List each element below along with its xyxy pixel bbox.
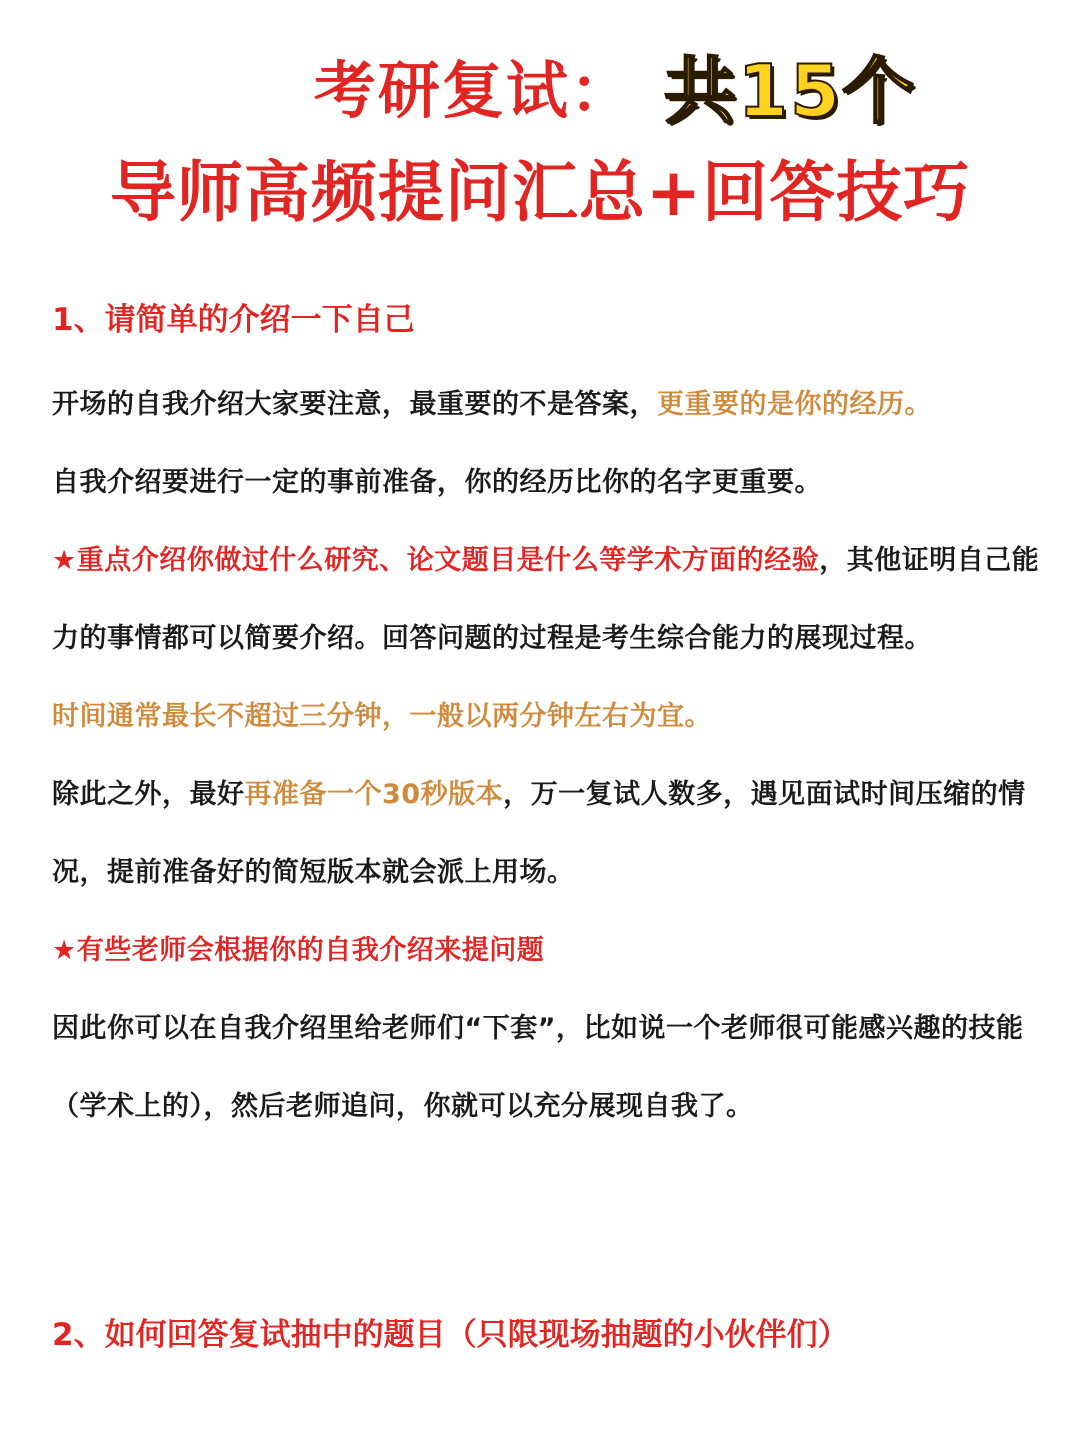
- paragraph-1-text: 开场的自我介绍大家要注意，最重要的不是答案，: [52, 389, 657, 420]
- paragraph-5: [52, 756, 1042, 912]
- paragraph-1-highlight: 更重要的是你的经历。: [657, 389, 932, 420]
- title-main: 考研复试：: [313, 53, 634, 127]
- paragraph-6-key-point: ★有些老师会根据你的自我介绍来提问题: [52, 935, 545, 966]
- title-line-1: [0, 40, 1080, 133]
- paragraph-2: 自我介绍要进行一定的事前准备，你的经历比你的名字更重要。: [52, 467, 822, 498]
- paragraph-7: 因此你可以在自我介绍里给老师们“下套”，比如说一个老师很可能感兴趣的技能（学术上的），然后老师追问，你就可以充分展现自我了。: [52, 1013, 1024, 1122]
- section-1-heading: 1、请简单的介绍一下自己: [52, 302, 415, 338]
- paragraph-5-highlight: 再准备一个30秒版本: [244, 779, 504, 810]
- paragraph-3-text: ，其他证明自己能力的事情都可以简要介绍。回答问题的过程是考生综合能力的展现过程。: [52, 545, 1040, 654]
- paragraph-5-text-a: 除此之外，最好: [52, 779, 245, 810]
- paragraph-4-time-tip: 时间通常最长不超过三分钟，一般以两分钟左右为宜。: [52, 701, 712, 732]
- title-count-highlight: 共15个: [663, 49, 917, 133]
- paragraph-5-text-b: ，万一复试人数多，遇见面试时间压缩的情况，提前准备好的简短版本就会派上用场。: [52, 779, 1026, 888]
- section-2-heading: 2、如何回答复试抽中的题目（只限现场抽题的小伙伴们）: [52, 1317, 849, 1353]
- section-1: [52, 290, 1042, 1146]
- paragraph-3-key-point: ★重点介绍你做过什么研究、论文题目是什么等学术方面的经验: [52, 545, 820, 576]
- title-subtitle: 导师高频提问汇总+回答技巧: [109, 154, 971, 231]
- paragraph-3: [52, 522, 1042, 678]
- paragraph-1: [52, 366, 1042, 444]
